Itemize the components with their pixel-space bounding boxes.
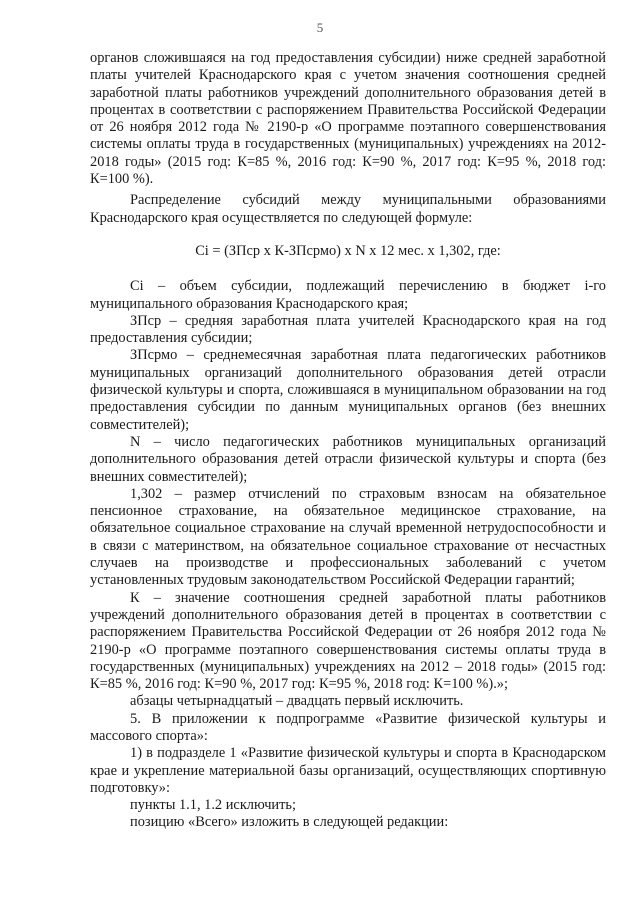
paragraph-points-exclude: пункты 1.1, 1.2 исключить; <box>130 797 296 814</box>
subsidy-formula: Сi = (ЗПср х К-ЗПсрмо) х N х 12 мес. х 1,302, где: <box>195 242 501 259</box>
paragraph-subitem-1: 1) в подразделе 1 «Развитие физической культуры и спорта в Краснодарском крае и укрепление материальной базы организаций, осуществляющих спортивную подготовку»: <box>90 745 606 796</box>
paragraph-exclude-abzats: абзацы четырнадцатый – двадцать первый исключить. <box>130 693 464 710</box>
paragraph-distribution-intro: Распределение субсидий между муниципальными образованиями Краснодарского края осуществляется по следующей формуле: <box>90 192 606 226</box>
definition-ci: Сi – объем субсидии, подлежащий перечислению в бюджет i-го муниципального образования Краснодарского края; <box>90 278 606 312</box>
paragraph-continuation: органов сложившаяся на год предоставления субсидии) ниже средней заработной платы учителей Краснодарского края с учетом значения соотношения средней заработной платы работников учреждений дополнительного образования детей в процентах в соответствии с распоряжением Правительства Российской Федерации от 26 ноября 2012 года № 2190-р «О программе поэтапного совершенствования системы оплаты труда в государственных (муниципальных) учреждениях на 2012-2018 годы» (2015 год: К=85 %, 2016 год: К=90 %, 2017 год: К=95 %, 2018 год: К=100 %). <box>90 50 606 188</box>
definition-zpsr: ЗПср – средняя заработная плата учителей Краснодарского края на год предоставления субсидии; <box>90 312 606 347</box>
definition-1302: 1,302 – размер отчислений по страховым взносам на обязательное пенсионное страхование, на обязательное медицинское страхование, на обязательное социальное страхование на случай временной нетрудоспособности и в связи с материнством, на обязательное социальное страхование от несчастных случаев на производстве и профессиональных заболеваний с учетом установленных трудовым законодательством Российской Федерации гарантий; <box>90 485 606 589</box>
paragraph-item-5: 5. В приложении к подпрограмме «Развитие физической культуры и массового спорта»: <box>90 710 606 744</box>
definition-n: N – число педагогических работников муниципальных организаций дополнительного образования детей отрасли физической культуры и спорта (без внешних совместителей); <box>90 433 606 485</box>
definition-k: К – значение соотношения средней заработной платы работников учреждений дополнительного образования детей в процентах в соответствии с распоряжением Правительства Российской Федерации от 26 ноября 2012 года № 2190-р «О программе поэтапного совершенствования системы оплаты труда в государственных (муниципальных) учреждениях на 2012 – 2018 годы» (2015 год: К=85 %, 2016 год: К=90 %, 2017 год: К=95 %, 2018 год: К=100 %).»; <box>90 589 606 693</box>
paragraph-total-position: позицию «Всего» изложить в следующей редакции: <box>130 814 449 831</box>
document-body <box>90 50 606 832</box>
page-number: 5 <box>316 20 324 35</box>
definition-zpsrmo: ЗПсрмо – среднемесячная заработная плата педагогических работников муниципальных организаций дополнительного образования детей отрасли физической культуры и спорта, сложившаяся в муниципальном образовании на год предоставления субсидии по данным муниципальных органов (без внешних совместителей); <box>90 347 606 433</box>
